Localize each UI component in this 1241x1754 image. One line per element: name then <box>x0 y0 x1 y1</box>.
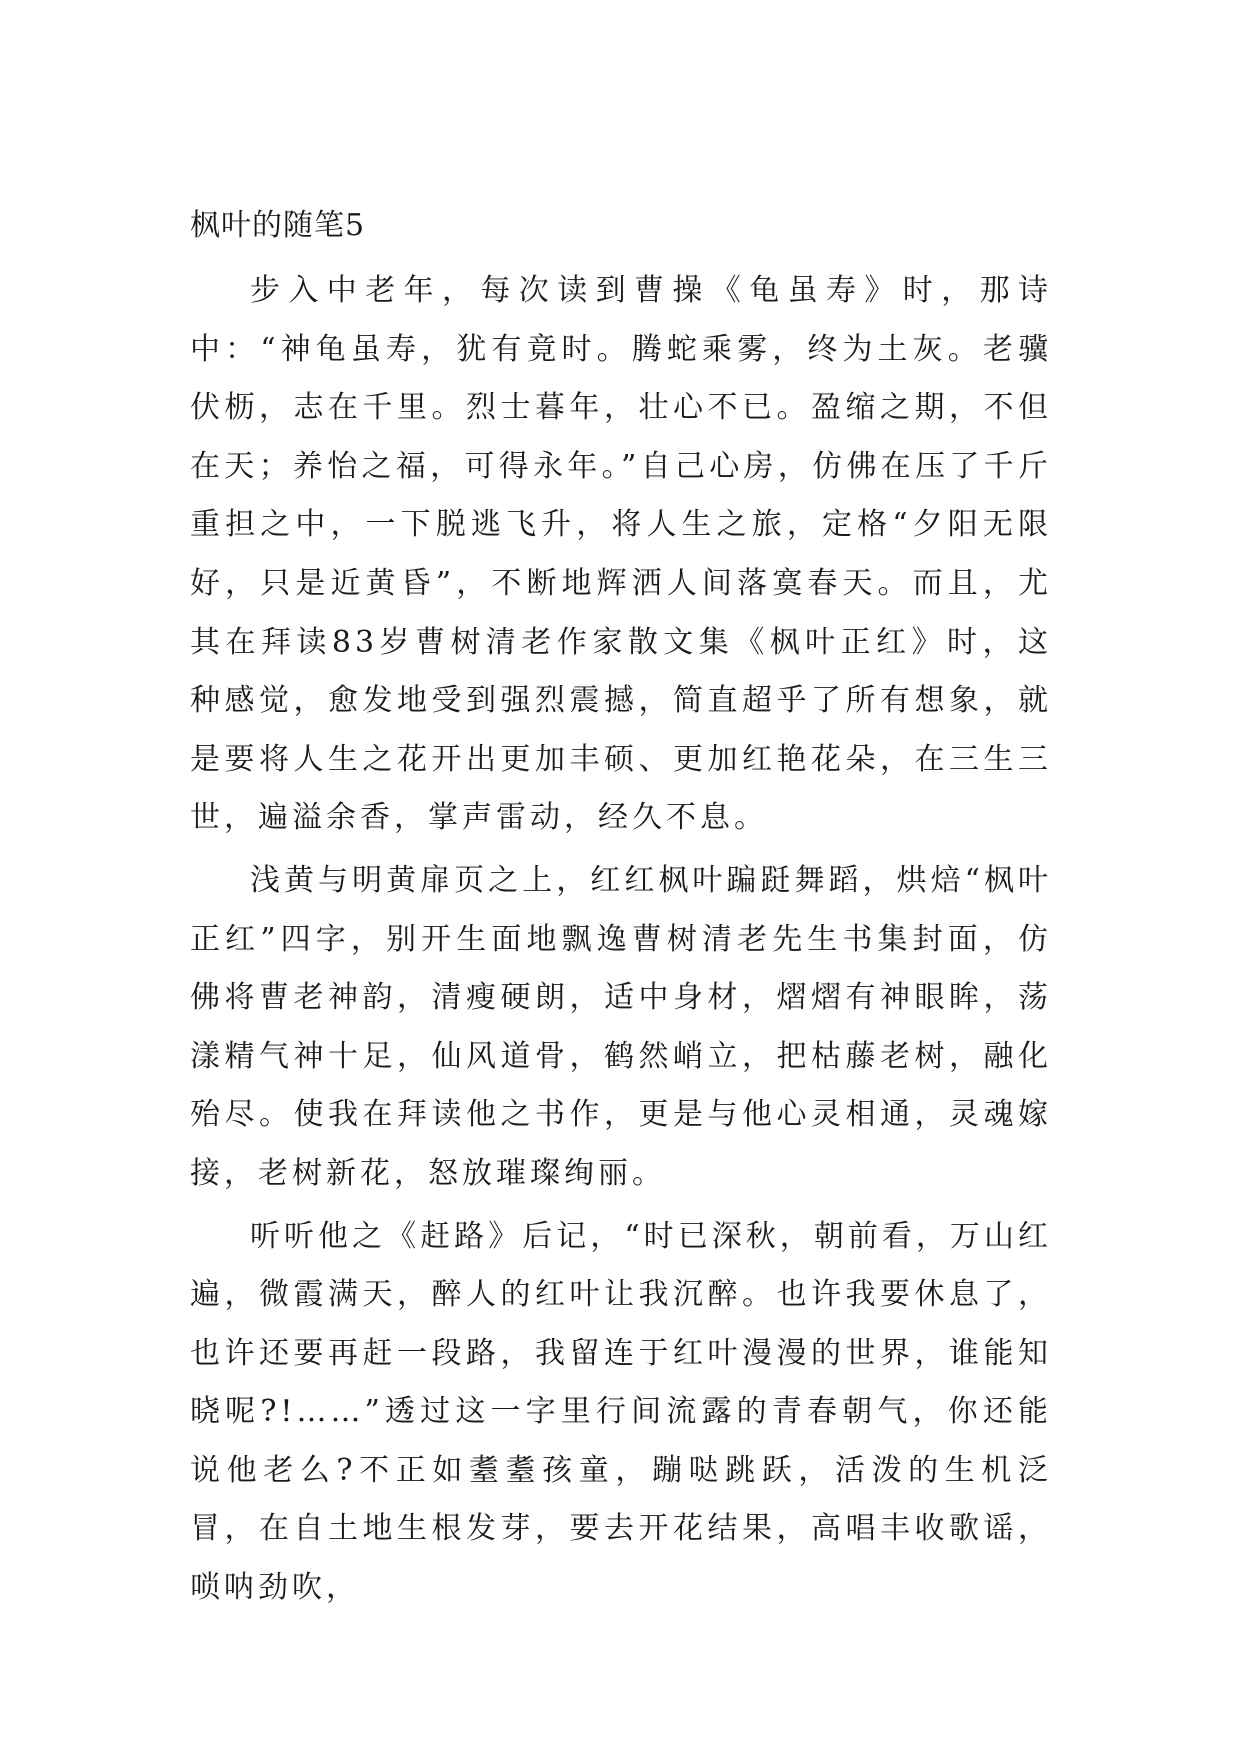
paragraph-2: 浅黄与明黄扉页之上，红红枫叶蹁跹舞蹈，烘焙“枫叶正红”四字，别开生面地飘逸曹树清老先生书集封面，仿佛将曹老神韵，清瘦硬朗，适中身材，熠熠有神眼眸，荡漾精气神十足，仙风道骨，鹤然峭立，把枯藤老树，融化殆尽。使我在拜读他之书作，更是与他心灵相通，灵魂嫁接，老树新花，怒放璀璨绚丽。 <box>190 862 1052 1191</box>
paragraph-1: 步入中老年，每次读到曹操《龟虽寿》时，那诗中：“神龟虽寿，犹有竟时。腾蛇乘雾，终为土灰。老骥伏枥，志在千里。烈士暮年，壮心不已。盈缩之期，不但在天；养怡之福，可得永年。”自己心房，仿佛在压了千斤重担之中，一下脱逃飞升，将人生之旅，定格“夕阳无限好，只是近黄昏”，不断地辉洒人间落寞春天。而且，尤其在拜读83岁曹树清老作家散文集《枫叶正红》时，这种感觉，愈发地受到强烈震撼，简直超乎了所有想象，就是要将人生之花开出更加丰硕、更加红艳花朵，在三生三世，遍溢余香，掌声雷动，经久不息。 <box>190 273 1052 836</box>
paragraph-3: 听听他之《赶路》后记，“时已深秋，朝前看，万山红遍，微霞满天，醉人的红叶让我沉醉。也许我要休息了，也许还要再赶一段路，我留连于红叶漫漫的世界，谁能知晓呢?!……”透过这一字里行间流露的青春朝气，你还能说他老么?不正如耋耋孩童，蹦哒跳跃，活泼的生机泛冒，在自土地生根发芽，要去开花结果，高唱丰收歌谣，唢呐劲吹， <box>190 1218 1052 1606</box>
document-page <box>190 206 1052 1622</box>
document-title: 枫叶的随笔5 <box>190 208 366 243</box>
